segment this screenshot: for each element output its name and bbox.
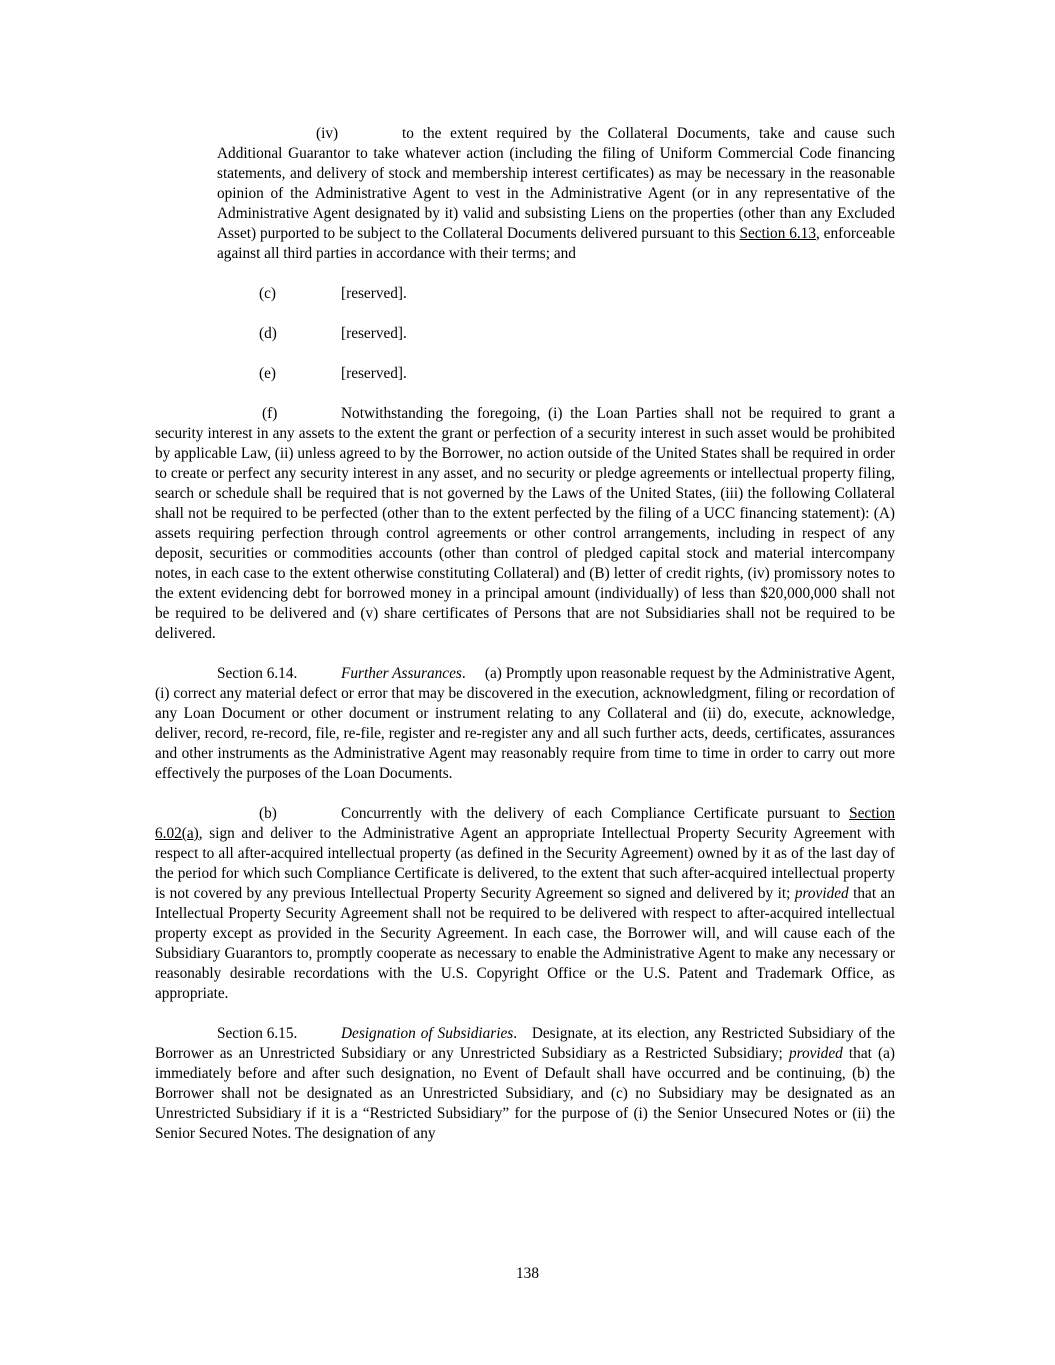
clause-d-reserved	[155, 324, 895, 344]
clause-b-provided: provided	[794, 885, 849, 902]
section-6-02a-reference: Section 6.02(a)	[155, 805, 895, 842]
clause-f-text: Notwithstanding the foregoing, (i) the Loan Parties shall not be required to grant a security interest in any assets to the extent the grant or perfection of a security interest in such asset would be prohibited by applicable Law, (ii) unless agreed to by the Borrower, no action outside of the United States shall be required in order to create or perfect any security interest in any asset, and no security or pledge agreements or intellectual property filing, search or schedule shall be required that is not governed by the Laws of the United States, (iii) the following Collateral shall not be required to be perfected (other than to the extent perfected by the filing of a UCC financing statement): (A) assets requiring perfection through control agreements or other control arrangements, including in respect of any deposit, securities or commodities accounts (other than control of pledged capital stock and material intercompany notes, in each case to the extent otherwise constituting Collateral) and (B) letter of credit rights, (iv) promissory notes to the extent evidencing debt for borrowed money in a principal amount (individually) of less than $20,000,000 shall not be required to be delivered and (v) share certificates of Persons that are not Subsidiaries shall not be required to be delivered.	[155, 405, 895, 642]
clause-c-number: (c)	[259, 285, 276, 302]
clause-d-text: [reserved].	[341, 325, 407, 342]
clause-c-text: [reserved].	[341, 285, 407, 302]
clause-c-reserved	[155, 284, 895, 304]
clause-b-text-2: , sign and deliver to the Administrative Agent an appropriate Intellectual Property Security Agreement with respect to all after-acquired intellectual property (as defined in the Security Agreement) owned by it as of the last day of the period for which such Compliance Certificate is delivered, to the extent that such after-acquired intellectual property is not covered by any previous Intellectual Property Security Agreement so signed and delivered by it;	[155, 825, 895, 902]
section-6-15-text-2: that (a) immediately before and after such designation, no Event of Default shall have occurred and be continuing, (b) the Borrower shall not be designated as an Unrestricted Subsidiary, and (c) no Subsidiary may be designated as an Unrestricted Subsidiary if it is a “Restricted Subsidiary” for the purpose of (i) the Senior Unsecured Notes or (ii) the Senior Secured Notes. The designation of any	[155, 1045, 895, 1142]
section-6-15-number: Section 6.15.	[217, 1025, 298, 1042]
clause-iv-number: (iv)	[316, 125, 339, 142]
section-6-14-text: (a) Promptly upon reasonable request by the Administrative Agent, (i) correct any material defect or error that may be discovered in the execution, acknowledgment, filing or recordation of any Loan Document or other document or instrument relating to any Collateral and (ii) do, execute, acknowledge, deliver, record, re-record, file, re-file, register and re-register any and all such further acts, deeds, certificates, assurances and other instruments as the Administrative Agent may reasonably require from time to time in order to carry out more effectively the purposes of the Loan Documents.	[155, 665, 895, 782]
document-page	[155, 124, 895, 1144]
section-6-15-text-1: Designate, at its election, any Restricted Subsidiary of the Borrower as an Unrestricted Subsidiary or any Unrestricted Subsidiary as a Restricted Subsidiary;	[155, 1025, 896, 1062]
clause-e-number: (e)	[259, 365, 276, 382]
page-number: 138	[516, 1265, 539, 1282]
clause-iv-paragraph	[217, 124, 895, 264]
clause-b-text-3: that an Intellectual Property Security Agreement shall not be required to be delivered with respect to after-acquired intellectual property except as provided in the Security Agreement. In each case, the Borrower will, and will cause each of the Subsidiary Guarantors to, promptly cooperate as necessary to enable the Administrative Agent to make any necessary or reasonably desirable recordations with the U.S. Copyright Office or the U.S. Patent and Trademark Office, as appropriate.	[155, 885, 896, 1002]
clause-b-text-1: Concurrently with the delivery of each Compliance Certificate pursuant to	[341, 805, 850, 822]
section-6-15-provided: provided	[788, 1045, 843, 1062]
clause-d-number: (d)	[259, 325, 277, 342]
clause-f-paragraph	[155, 404, 895, 644]
section-6-15-title: Designation of Subsidiaries	[341, 1025, 514, 1042]
clause-e-text: [reserved].	[341, 365, 407, 382]
section-6-15-paragraph: Section 6.15. Designation of Subsidiaries. Designate, at its election, any Restricted Subsidiary of the Borrower as an Unrestricted Subsidiary or any Unrestricted Subsidiary as a Restricted Subsidiary; provided that (a) immediately before and after such designation, no Event of Default shall have occurred and be continuing, (b) the Borrower shall not be designated as an Unrestricted Subsidiary, and (c) no Subsidiary may be designated as an Unrestricted Subsidiary if it is a “Restricted Subsidiary” for the purpose of (i) the Senior Unsecured Notes or (ii) the Senior Secured Notes. The designation of any	[155, 1025, 896, 1142]
clause-f-number: (f)	[262, 405, 278, 422]
clause-b-number: (b)	[259, 805, 277, 822]
clause-b-paragraph	[155, 804, 895, 1004]
section-6-14-number: Section 6.14.	[217, 665, 298, 682]
section-6-14-title: Further Assurances	[341, 665, 462, 682]
section-6-14-paragraph: Section 6.14. Further Assurances. (a) Promptly upon reasonable request by the Administrative Agent, (i) correct any material defect or error that may be discovered in the execution, acknowledgment, filing or recordation of any Loan Document or other document or instrument relating to any Collateral and (ii) do, execute, acknowledge, deliver, record, re-record, file, re-file, register and re-register any and all such further acts, deeds, certificates, assurances and other instruments as the Administrative Agent may reasonably require from time to time in order to carry out more effectively the purposes of the Loan Documents.	[155, 665, 895, 782]
clause-iv-text-1: to the extent required by the Collateral Documents, take and cause such Additional Guarantor to take whatever action (including the filing of Uniform Commercial Code financing statements, and delivery of stock and membership interest certificates) as may be necessary in the reasonable opinion of the Administrative Agent to vest in the Administrative Agent (or in any representative of the Administrative Agent designated by it) valid and subsisting Liens on the properties (other than any Excluded Asset) purported to be subject to the Collateral Documents delivered pursuant to this	[217, 125, 895, 242]
section-6-13-reference: Section 6.13	[739, 225, 816, 242]
clause-e-reserved	[155, 364, 895, 384]
clause-iv-text-2: , enforceable against all third parties in accordance with their terms; and	[217, 225, 895, 262]
